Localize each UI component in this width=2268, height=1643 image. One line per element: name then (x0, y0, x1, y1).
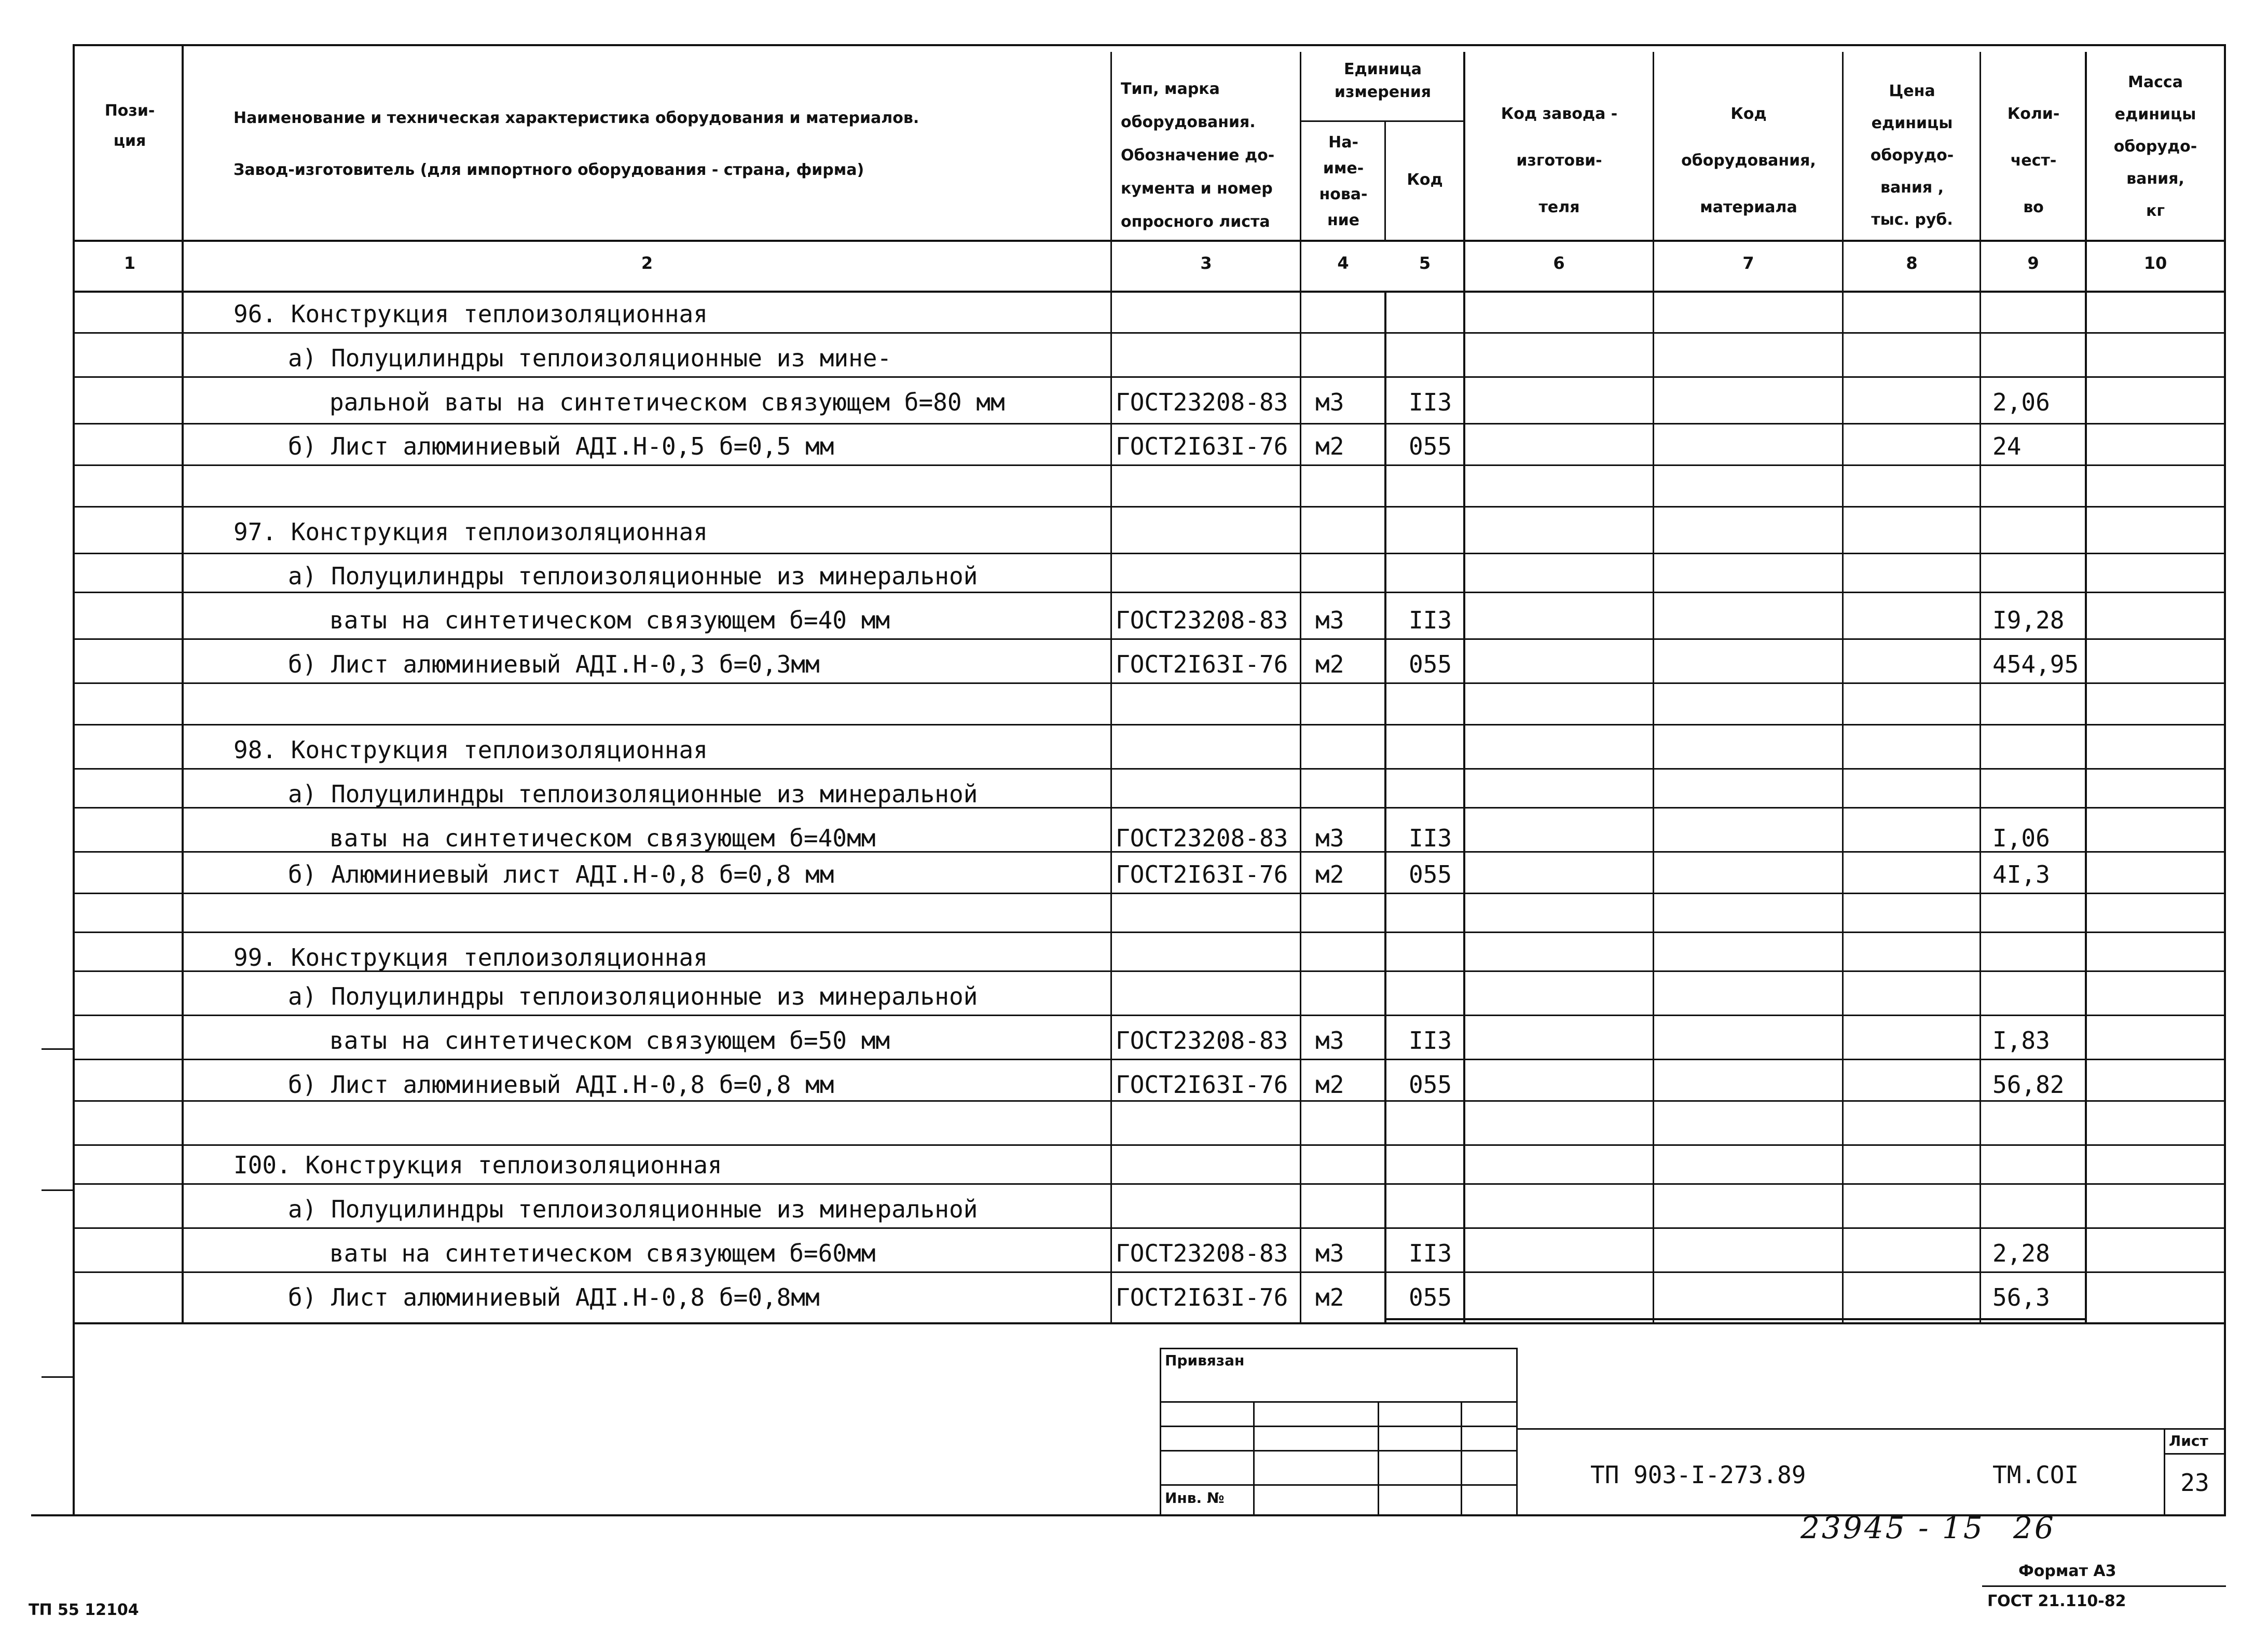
header-col1 (78, 96, 182, 156)
row-name: 99. Конструкция теплоизоляционная (233, 943, 708, 971)
header-col4-line2: име- (1323, 159, 1364, 177)
row-name: б) Алюминиевый лист АДI.Н-0,8 б=0,8 мм (288, 860, 834, 888)
header-col6 (1466, 91, 1653, 231)
archive-number: 23945 - 15 (1800, 1510, 1985, 1545)
margin-tick-3 (42, 1376, 73, 1378)
header-col3-line5: опросного листа (1121, 213, 1270, 231)
margin-tick-2 (42, 1189, 73, 1191)
stamp-right (1516, 1348, 1518, 1515)
header-col8-line2: единицы (1871, 114, 1953, 132)
row-code: II3 (1409, 1026, 1452, 1055)
row-code: 055 (1409, 860, 1452, 888)
header-col10-line4: вания, (2126, 170, 2184, 188)
table-row (0, 475, 2268, 516)
row-doc: ГОСТ23208-83 (1116, 1026, 1288, 1055)
row-name: 98. Конструкция теплоизоляционная (233, 736, 708, 764)
format-label: Формат А3 (2018, 1562, 2116, 1580)
sheet-number: 23 (2180, 1469, 2209, 1497)
row-doc: ГОСТ23208-83 (1116, 824, 1288, 852)
table-row (0, 1282, 2268, 1323)
row-qty: 2,06 (1992, 388, 2050, 416)
table-row (0, 431, 2268, 472)
header-col7 (1655, 91, 1842, 231)
table-row (0, 1069, 2268, 1111)
header-unit-line1: Единица (1344, 60, 1422, 78)
row-unit: м2 (1315, 1071, 1344, 1099)
header-col3-line1: Тип, марка (1121, 80, 1220, 98)
table-row (0, 1113, 2268, 1155)
table-row (0, 1025, 2268, 1066)
row-unit: м2 (1315, 1283, 1344, 1311)
stamp-v-1 (1253, 1401, 1255, 1515)
row-doc: ГОСТ2I63I-76 (1116, 1283, 1288, 1311)
header-col4-line3: нова- (1319, 185, 1368, 203)
row-code: II3 (1409, 606, 1452, 634)
table-row (0, 298, 2268, 340)
table-row (0, 605, 2268, 646)
row-name: I00. Конструкция теплоизоляционная (233, 1151, 722, 1179)
table-row (0, 859, 2268, 900)
stamp-left (1160, 1348, 1161, 1515)
row-name: 96. Конструкция теплоизоляционная (233, 300, 708, 328)
header-col9-line1: Коли- (2007, 105, 2060, 123)
table-row (0, 516, 2268, 558)
row-qty: 24 (1992, 432, 2022, 460)
row-name: ваты на синтетическом связующем б=50 мм (329, 1026, 890, 1055)
colnum-2: 2 (641, 253, 653, 273)
row-doc: ГОСТ2I63I-76 (1116, 650, 1288, 678)
header-bottom (73, 240, 2226, 242)
header-col10-line1: Масса (2128, 73, 2183, 91)
colnum-3: 3 (1200, 253, 1212, 273)
doc-block-top (1516, 1428, 2225, 1430)
table-row (0, 981, 2268, 1022)
margin-tick-1 (42, 1048, 73, 1050)
table-row (0, 823, 2268, 864)
header-col4-line4: ние (1327, 211, 1360, 229)
stamp-v-3 (1461, 1401, 1462, 1515)
header-col8-line3: оборудо- (1870, 146, 1954, 165)
row-code: 055 (1409, 432, 1452, 460)
stamp-line-4 (1160, 1484, 1518, 1486)
archive-page: 26 (2013, 1510, 2056, 1545)
header-col5-line1: Код (1407, 171, 1443, 189)
header-col1-line2: ция (113, 132, 146, 150)
header-col10 (2087, 66, 2224, 227)
col5-box-top (1384, 291, 1465, 293)
standard-label: ГОСТ 21.110-82 (1987, 1592, 2126, 1610)
inv-label: Инв. № (1165, 1489, 1225, 1507)
row-code: II3 (1409, 388, 1452, 416)
sheet-label: Лист (2169, 1432, 2208, 1449)
row-name: ваты на синтетическом связующем б=60мм (329, 1239, 876, 1267)
row-qty: 56,82 (1992, 1071, 2065, 1099)
table-row (0, 343, 2268, 384)
row-unit: м3 (1315, 1026, 1344, 1055)
row-unit: м2 (1315, 650, 1344, 678)
stamp-line-1 (1160, 1401, 1518, 1403)
row-name: а) Полуцилиндры теплоизоляционные из минеральной (288, 780, 978, 808)
row-doc: ГОСТ23208-83 (1116, 1239, 1288, 1267)
stamp-line-3 (1160, 1450, 1518, 1452)
table-row (0, 649, 2268, 690)
header-col9-line2: чест- (2010, 152, 2057, 170)
row-doc: ГОСТ23208-83 (1116, 388, 1288, 416)
row-code: 055 (1409, 650, 1452, 678)
row-name: б) Лист алюминиевый АДI.Н-0,5 б=0,5 мм (288, 432, 834, 460)
header-col8-line4: вания , (1880, 179, 1944, 197)
header-col3 (1121, 73, 1297, 239)
colnum-1: 1 (123, 253, 136, 273)
colnum-5: 5 (1419, 253, 1431, 273)
row-doc: ГОСТ2I63I-76 (1116, 1071, 1288, 1099)
header-col9-line3: во (2023, 198, 2044, 216)
row-unit: м3 (1315, 388, 1344, 416)
row-qty: 454,95 (1992, 650, 2079, 678)
header-col4-line1: На- (1328, 133, 1358, 152)
sheet-box-divider (2164, 1453, 2225, 1455)
header-col7-line1: Код (1730, 105, 1767, 123)
stamp-top (1160, 1348, 1518, 1349)
row-name: ваты на синтетическом связующем б=40 мм (329, 606, 890, 634)
header-col10-line5: кг (2146, 202, 2165, 220)
row-qty: I9,28 (1992, 606, 2065, 634)
header-col3-line2: оборудования. (1121, 113, 1256, 131)
row-code: II3 (1409, 824, 1452, 852)
header-col6-line3: теля (1538, 198, 1580, 216)
table-row (0, 693, 2268, 734)
header-col6-line2: изготови- (1516, 152, 1602, 170)
row-doc: ГОСТ2I63I-76 (1116, 432, 1288, 460)
document-mark: ТМ.СОI (1992, 1461, 2079, 1489)
row-code: 055 (1409, 1283, 1452, 1311)
row-qty: 56,3 (1992, 1283, 2050, 1311)
table-row (0, 778, 2268, 820)
header-col1-line1: Пози- (104, 102, 155, 120)
row-unit: м3 (1315, 1239, 1344, 1267)
bound-label: Привязан (1165, 1352, 1245, 1369)
header-col2-line1: Наименование и техническая характеристика оборудования и материалов. (233, 109, 919, 127)
row-code: 055 (1409, 1071, 1452, 1099)
row-name: 97. Конструкция теплоизоляционная (233, 518, 708, 546)
row-name: б) Лист алюминиевый АДI.Н-0,8 б=0,8мм (288, 1283, 820, 1311)
header-col9 (1982, 91, 2085, 231)
table-row (0, 734, 2268, 776)
row-unit: м2 (1315, 432, 1344, 460)
col-divider-4-head (1384, 122, 1386, 241)
row-qty: I,83 (1992, 1026, 2050, 1055)
header-col8 (1845, 75, 1980, 236)
table-row (0, 560, 2268, 602)
header-col7-line2: оборудования, (1681, 152, 1816, 170)
colnum-bottom (73, 291, 2226, 293)
row-unit: м2 (1315, 860, 1344, 888)
row-unit: м3 (1315, 606, 1344, 634)
header-col10-line2: единицы (2114, 105, 2196, 124)
row-name: б) Лист алюминиевый АДI.Н-0,3 б=0,3мм (288, 650, 820, 678)
header-col8-line5: тыс. руб. (1871, 211, 1953, 229)
header-col2-line2: Завод-изготовитель (для импортного оборудования - страна, фирма) (233, 161, 864, 179)
unit-group-divider (1300, 120, 1463, 122)
table-row (0, 1194, 2268, 1235)
row-name: б) Лист алюминиевый АДI.Н-0,8 б=0,8 мм (288, 1071, 834, 1099)
document-code: ТП 903-I-273.89 (1590, 1461, 1806, 1489)
table-row (0, 906, 2268, 947)
footer-rule (1982, 1585, 2226, 1587)
header-col8-line1: Цена (1889, 82, 1935, 100)
row-qty: 2,28 (1992, 1239, 2050, 1267)
header-unit-group (1302, 58, 1463, 104)
row-name: а) Полуцилиндры теплоизоляционные из минеральной (288, 1195, 978, 1223)
frame-top (73, 44, 2226, 46)
header-col5 (1386, 165, 1463, 195)
row-doc: ГОСТ2I63I-76 (1116, 860, 1288, 888)
row-qty: I,06 (1992, 824, 2050, 852)
header-col10-line3: оборудо- (2113, 138, 2197, 156)
table-row (0, 1149, 2268, 1191)
header-col4 (1302, 130, 1384, 234)
header-col2 (233, 92, 1090, 196)
table-row (0, 942, 2268, 983)
row-name: а) Полуцилиндры теплоизоляционные из мине- (288, 344, 892, 372)
stamp-line-2 (1160, 1426, 1518, 1427)
row-name: ральной ваты на синтетическом связующем б=80 мм (329, 388, 1005, 416)
bottom-left-code: ТП 55 12104 (29, 1601, 139, 1619)
row-name: а) Полуцилиндры теплоизоляционные из минеральной (288, 562, 978, 590)
header-col3-line3: Обозначение до- (1121, 146, 1275, 165)
row-name: ваты на синтетическом связующем б=40мм (329, 824, 876, 852)
table-row (0, 1238, 2268, 1279)
row-qty: 4I,3 (1992, 860, 2050, 888)
row-code: II3 (1409, 1239, 1452, 1267)
row-doc: ГОСТ23208-83 (1116, 606, 1288, 634)
header-unit-line2: измерения (1334, 83, 1432, 101)
header-col3-line4: кумента и номер (1121, 180, 1273, 198)
header-col7-line3: материала (1700, 198, 1797, 216)
colnum-8: 8 (1906, 253, 1918, 273)
colnum-4: 4 (1337, 253, 1349, 273)
row-unit: м3 (1315, 824, 1344, 852)
stamp-v-2 (1378, 1401, 1379, 1515)
table-row (0, 387, 2268, 428)
colnum-6: 6 (1553, 253, 1565, 273)
colnum-10: 10 (2143, 253, 2167, 273)
header-col6-line1: Код завода - (1501, 105, 1618, 123)
colnum-7: 7 (1742, 253, 1754, 273)
colnum-9: 9 (2027, 253, 2039, 273)
row-name: а) Полуцилиндры теплоизоляционные из минеральной (288, 982, 978, 1010)
